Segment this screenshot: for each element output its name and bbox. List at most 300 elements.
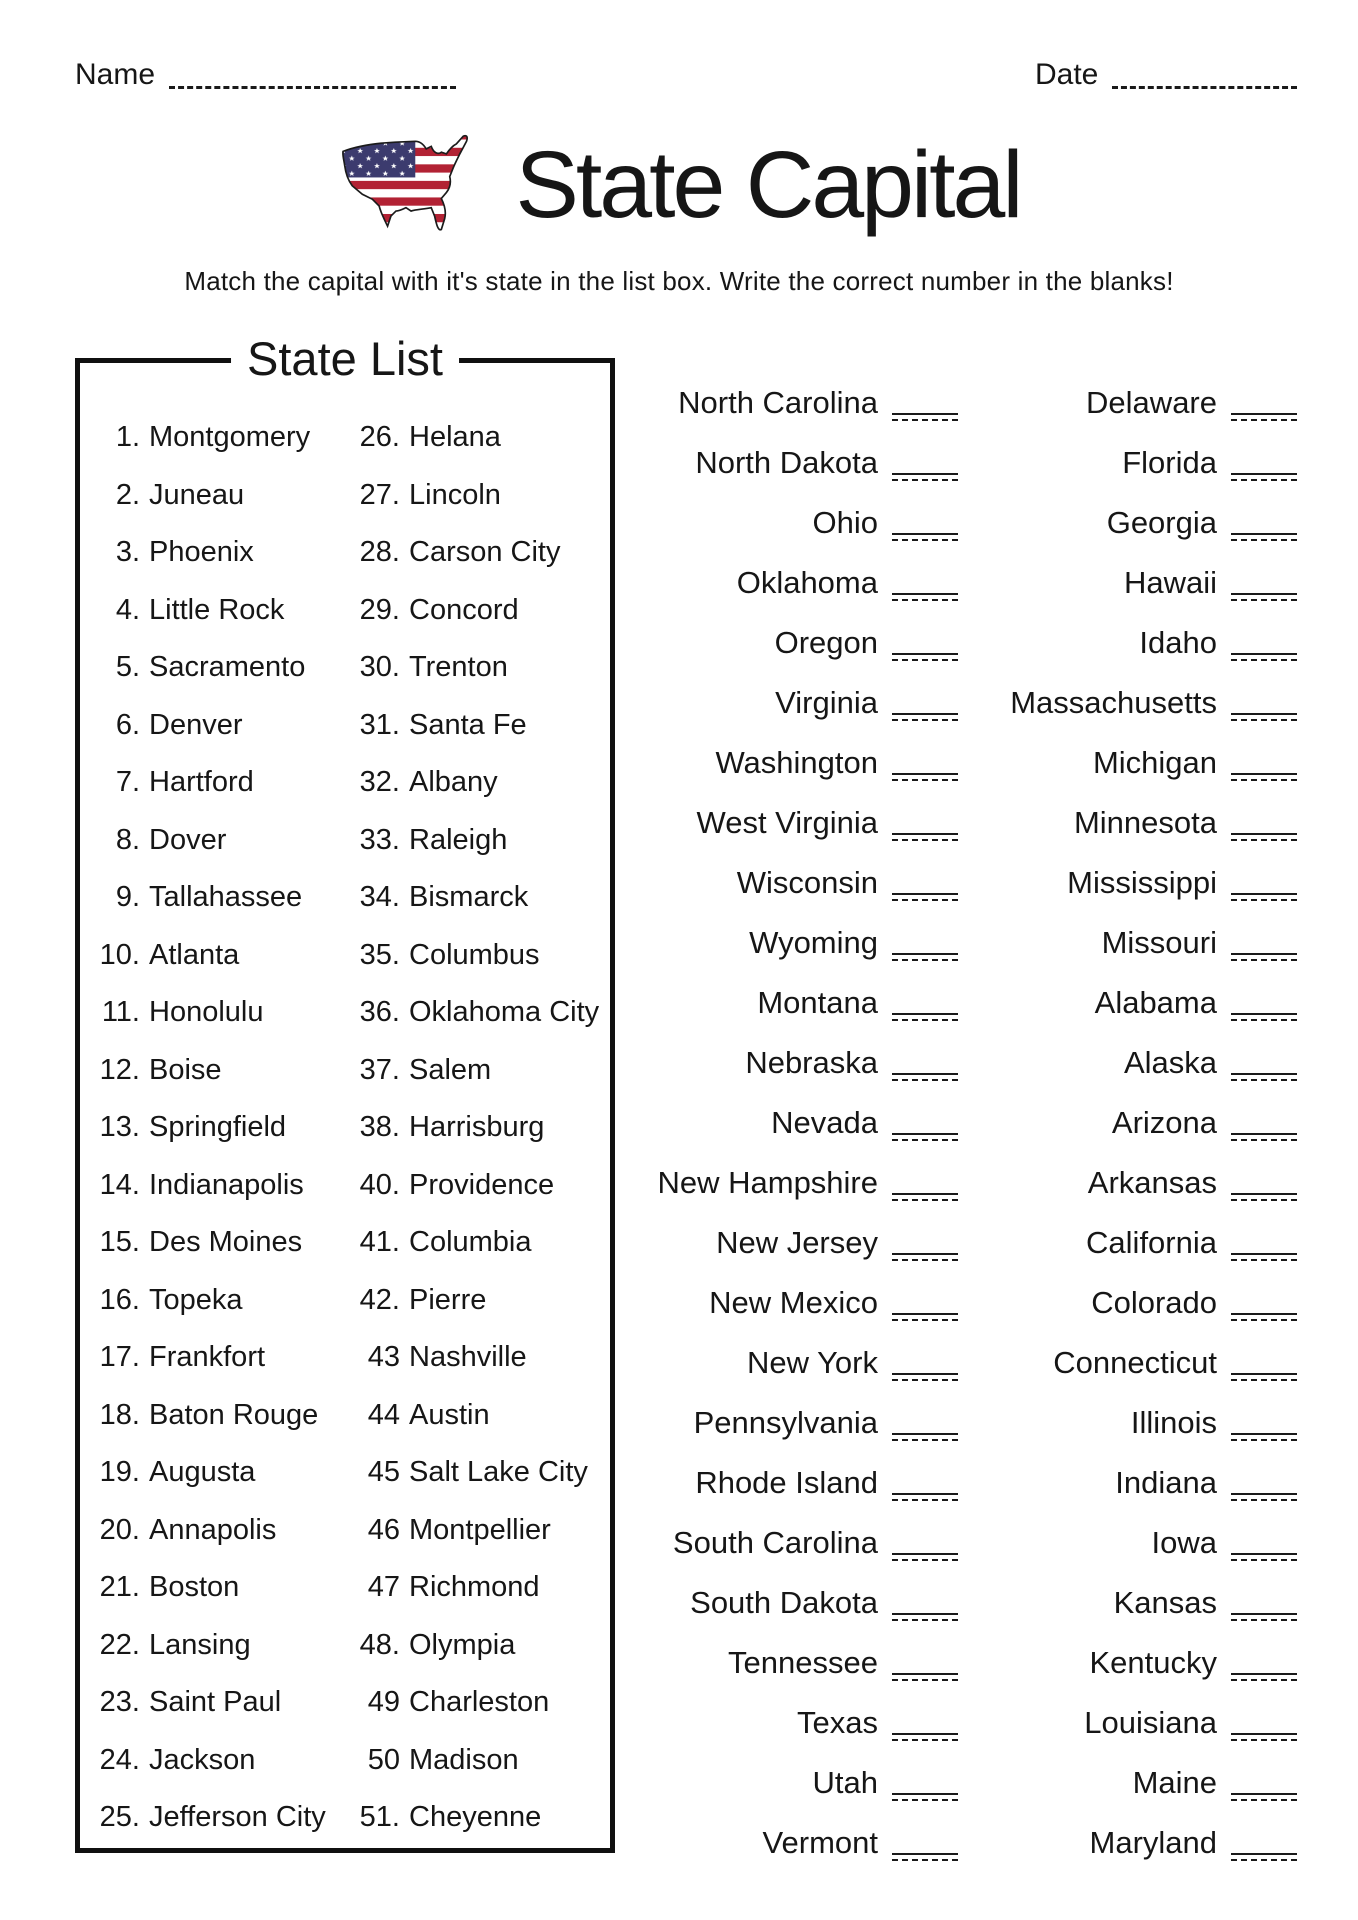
capital-list-item bbox=[346, 1674, 599, 1732]
answer-blank[interactable] bbox=[892, 653, 958, 661]
capital-name: Cheyenne bbox=[409, 1801, 542, 1834]
capital-name: Concord bbox=[409, 593, 519, 626]
capital-number: 9. bbox=[115, 881, 140, 914]
capital-name: Montpellier bbox=[409, 1513, 551, 1546]
state-match-row bbox=[640, 1573, 958, 1633]
state-match-row bbox=[985, 1153, 1297, 1213]
capital-number: 1. bbox=[115, 421, 140, 454]
state-label: Vermont bbox=[762, 1825, 878, 1860]
state-label: Montana bbox=[757, 985, 878, 1020]
state-match-row bbox=[640, 433, 958, 493]
capital-number: 28. bbox=[359, 536, 400, 569]
answer-blank[interactable] bbox=[892, 1673, 958, 1681]
capital-list-item bbox=[96, 1502, 326, 1560]
state-label: South Carolina bbox=[672, 1525, 878, 1560]
state-label: Michigan bbox=[1092, 745, 1217, 780]
state-label: California bbox=[1086, 1225, 1217, 1260]
state-label: South Dakota bbox=[690, 1585, 878, 1620]
capital-name: Lansing bbox=[149, 1628, 251, 1661]
state-match-row bbox=[640, 1093, 958, 1153]
capital-number: 34. bbox=[359, 881, 400, 914]
state-label: Delaware bbox=[1086, 385, 1217, 420]
capital-list-item bbox=[346, 1157, 599, 1215]
capital-number: 18. bbox=[99, 1398, 140, 1431]
answer-blank[interactable] bbox=[892, 1133, 958, 1141]
state-match-row bbox=[640, 1633, 958, 1693]
state-match-row bbox=[640, 1753, 958, 1813]
capital-number: 26. bbox=[359, 421, 400, 454]
state-label: Kansas bbox=[1113, 1585, 1217, 1620]
capital-name: Jefferson City bbox=[149, 1801, 326, 1834]
state-label: Alaska bbox=[1123, 1045, 1217, 1080]
state-label: Alabama bbox=[1094, 985, 1217, 1020]
state-match-row bbox=[640, 1453, 958, 1513]
state-label: Maryland bbox=[1089, 1825, 1217, 1860]
capital-name: Indianapolis bbox=[149, 1168, 304, 1201]
capital-list-item bbox=[346, 524, 599, 582]
state-label: Minnesota bbox=[1073, 805, 1217, 840]
state-label: North Dakota bbox=[695, 445, 878, 480]
capital-name: Springfield bbox=[149, 1111, 287, 1144]
capital-list-item bbox=[346, 1617, 599, 1675]
state-label: New York bbox=[747, 1345, 878, 1380]
state-match-row bbox=[640, 1273, 958, 1333]
capital-list-item bbox=[346, 697, 599, 755]
capital-list-item bbox=[346, 1329, 599, 1387]
state-label: Arizona bbox=[1111, 1105, 1217, 1140]
answer-blank[interactable] bbox=[892, 713, 958, 721]
state-label: Massachusetts bbox=[1010, 685, 1217, 720]
state-match-row bbox=[640, 793, 958, 853]
state-label: Wyoming bbox=[749, 925, 878, 960]
capital-number: 31. bbox=[359, 708, 400, 741]
answer-blank[interactable] bbox=[892, 1313, 958, 1321]
capital-list-item bbox=[96, 639, 326, 697]
capital-list-item bbox=[96, 582, 326, 640]
capital-list-item bbox=[346, 754, 599, 812]
capital-number: 17. bbox=[99, 1341, 140, 1374]
capital-number: 25. bbox=[99, 1801, 140, 1834]
capital-number: 35. bbox=[359, 938, 400, 971]
state-match-row bbox=[640, 553, 958, 613]
capital-list-item bbox=[96, 927, 326, 985]
title-row bbox=[0, 110, 1358, 260]
name-label: Name bbox=[75, 58, 156, 91]
state-label: Iowa bbox=[1151, 1525, 1217, 1560]
state-label: Louisiana bbox=[1084, 1705, 1217, 1740]
states-column-right bbox=[985, 373, 1297, 1873]
answer-blank[interactable] bbox=[1231, 473, 1297, 481]
state-match-row bbox=[640, 1033, 958, 1093]
state-label: Kentucky bbox=[1089, 1645, 1217, 1680]
capital-list-item bbox=[96, 524, 326, 582]
state-label: Texas bbox=[797, 1705, 878, 1740]
state-label: Oregon bbox=[774, 625, 878, 660]
answer-blank[interactable] bbox=[1231, 1013, 1297, 1021]
answer-blank[interactable] bbox=[892, 773, 958, 781]
capital-name: Salt Lake City bbox=[409, 1456, 588, 1489]
capital-number: 27. bbox=[359, 478, 400, 511]
capital-name: Boise bbox=[149, 1053, 222, 1086]
capital-number: 45 bbox=[367, 1456, 400, 1489]
capital-number: 29. bbox=[359, 593, 400, 626]
answer-blank[interactable] bbox=[1231, 953, 1297, 961]
state-label: Pennsylvania bbox=[693, 1405, 878, 1440]
state-label: New Hampshire bbox=[657, 1165, 878, 1200]
answer-blank[interactable] bbox=[892, 593, 958, 601]
us-flag-map-icon bbox=[338, 131, 506, 239]
state-label: Rhode Island bbox=[695, 1465, 878, 1500]
capital-list-item bbox=[96, 1214, 326, 1272]
capital-name: Richmond bbox=[409, 1571, 540, 1604]
state-label: New Mexico bbox=[709, 1285, 878, 1320]
answer-blank[interactable] bbox=[892, 1733, 958, 1741]
answer-blank[interactable] bbox=[892, 1373, 958, 1381]
capital-list-item bbox=[346, 869, 599, 927]
state-label: Idaho bbox=[1139, 625, 1217, 660]
state-match-row bbox=[985, 793, 1297, 853]
state-match-row bbox=[640, 973, 958, 1033]
capital-list-item bbox=[346, 409, 599, 467]
page-title: State Capital bbox=[515, 131, 1021, 238]
answer-blank[interactable] bbox=[1231, 1373, 1297, 1381]
answer-blank[interactable] bbox=[892, 1493, 958, 1501]
state-label: Illinois bbox=[1130, 1405, 1217, 1440]
capital-number: 49 bbox=[367, 1686, 400, 1719]
capital-number: 40. bbox=[359, 1168, 400, 1201]
capital-list-item bbox=[96, 1329, 326, 1387]
answer-blank[interactable] bbox=[892, 1553, 958, 1561]
answer-blank[interactable] bbox=[892, 893, 958, 901]
state-label: Florida bbox=[1122, 445, 1217, 480]
answer-blank[interactable] bbox=[892, 473, 958, 481]
answer-blank[interactable] bbox=[1231, 593, 1297, 601]
answer-blank[interactable] bbox=[892, 1193, 958, 1201]
answer-blank[interactable] bbox=[892, 1793, 958, 1801]
state-label: Indiana bbox=[1115, 1465, 1217, 1500]
state-match-row bbox=[985, 1753, 1297, 1813]
capital-name: Columbus bbox=[409, 938, 540, 971]
answer-blank[interactable] bbox=[1231, 1553, 1297, 1561]
capital-list-item bbox=[96, 1387, 326, 1445]
answer-blank[interactable] bbox=[892, 1613, 958, 1621]
capital-number: 20. bbox=[99, 1513, 140, 1546]
state-label: Ohio bbox=[812, 505, 878, 540]
answer-blank[interactable] bbox=[1231, 1313, 1297, 1321]
answer-blank[interactable] bbox=[1231, 1613, 1297, 1621]
capital-name: Phoenix bbox=[149, 536, 254, 569]
capital-list-column-1 bbox=[96, 409, 326, 1847]
capital-list-item bbox=[96, 1732, 326, 1790]
answer-blank[interactable] bbox=[1231, 1193, 1297, 1201]
capital-number: 14. bbox=[99, 1168, 140, 1201]
capital-number: 7. bbox=[115, 766, 140, 799]
state-label: Tennessee bbox=[728, 1645, 878, 1680]
state-match-row bbox=[640, 1393, 958, 1453]
state-match-row bbox=[640, 1333, 958, 1393]
capital-name: Carson City bbox=[409, 536, 561, 569]
capital-list-item bbox=[96, 1559, 326, 1617]
capital-list-item bbox=[346, 582, 599, 640]
capital-name: Denver bbox=[149, 708, 243, 741]
capital-number: 24. bbox=[99, 1743, 140, 1776]
capital-name: Boston bbox=[149, 1571, 240, 1604]
state-label: New Jersey bbox=[716, 1225, 878, 1260]
capital-number: 43 bbox=[367, 1341, 400, 1374]
capital-number: 15. bbox=[99, 1226, 140, 1259]
state-match-row bbox=[985, 973, 1297, 1033]
state-label: Hawaii bbox=[1123, 565, 1217, 600]
capital-name: Santa Fe bbox=[409, 708, 527, 741]
capital-list-item bbox=[346, 1444, 599, 1502]
answer-blank[interactable] bbox=[1231, 413, 1297, 421]
state-match-row bbox=[985, 673, 1297, 733]
capital-name: Honolulu bbox=[149, 996, 264, 1029]
capital-name: Jackson bbox=[149, 1743, 256, 1776]
capital-list-item bbox=[346, 639, 599, 697]
state-label: North Carolina bbox=[678, 385, 878, 420]
state-match-row bbox=[985, 1573, 1297, 1633]
capital-list-item bbox=[96, 1617, 326, 1675]
answer-blank[interactable] bbox=[1231, 833, 1297, 841]
capital-list-item bbox=[346, 1732, 599, 1790]
answer-blank[interactable] bbox=[892, 533, 958, 541]
state-match-row bbox=[640, 1213, 958, 1273]
answer-blank[interactable] bbox=[1231, 1433, 1297, 1441]
answer-blank[interactable] bbox=[892, 833, 958, 841]
state-match-row bbox=[985, 553, 1297, 613]
capital-name: Augusta bbox=[149, 1456, 256, 1489]
capital-list-item bbox=[96, 467, 326, 525]
capital-name: Raleigh bbox=[409, 823, 508, 856]
capital-number: 44 bbox=[367, 1398, 400, 1431]
answer-blank[interactable] bbox=[1231, 893, 1297, 901]
answer-blank[interactable] bbox=[892, 1433, 958, 1441]
capital-number: 3. bbox=[115, 536, 140, 569]
state-match-row bbox=[640, 1153, 958, 1213]
capital-name: Des Moines bbox=[149, 1226, 303, 1259]
state-match-row bbox=[640, 613, 958, 673]
date-field bbox=[1035, 60, 1297, 90]
capital-list-item bbox=[96, 1674, 326, 1732]
answer-blank[interactable] bbox=[1231, 1253, 1297, 1261]
answer-blank[interactable] bbox=[1231, 533, 1297, 541]
capital-list-item bbox=[346, 1789, 599, 1847]
state-match-row bbox=[640, 493, 958, 553]
state-list-title: State List bbox=[231, 327, 459, 391]
state-match-row bbox=[640, 853, 958, 913]
capital-number: 4. bbox=[115, 593, 140, 626]
capital-number: 41. bbox=[359, 1226, 400, 1259]
capital-list-item bbox=[96, 409, 326, 467]
answer-blank[interactable] bbox=[1231, 773, 1297, 781]
capital-list-item bbox=[346, 1099, 599, 1157]
capital-list-item bbox=[96, 1099, 326, 1157]
state-match-row bbox=[640, 673, 958, 733]
capital-name: Little Rock bbox=[149, 593, 285, 626]
state-match-row bbox=[985, 433, 1297, 493]
capital-name: Albany bbox=[409, 766, 498, 799]
capital-number: 30. bbox=[359, 651, 400, 684]
capital-list-item bbox=[96, 1157, 326, 1215]
capital-name: Trenton bbox=[409, 651, 508, 684]
capital-name: Dover bbox=[149, 823, 227, 856]
capital-list-column-2 bbox=[346, 409, 599, 1847]
state-label: Mississippi bbox=[1067, 865, 1217, 900]
capital-number: 12. bbox=[99, 1053, 140, 1086]
state-label: Oklahoma bbox=[736, 565, 878, 600]
state-match-row bbox=[640, 373, 958, 433]
capital-name: Salem bbox=[409, 1053, 492, 1086]
capital-name: Harrisburg bbox=[409, 1111, 545, 1144]
capital-number: 5. bbox=[115, 651, 140, 684]
name-field bbox=[75, 60, 456, 90]
capital-list-item bbox=[96, 869, 326, 927]
answer-blank[interactable] bbox=[892, 413, 958, 421]
capital-number: 38. bbox=[359, 1111, 400, 1144]
capital-name: Lincoln bbox=[409, 478, 501, 511]
capital-list-item bbox=[346, 1502, 599, 1560]
states-column-middle bbox=[640, 373, 958, 1873]
capital-name: Olympia bbox=[409, 1628, 516, 1661]
state-label: Wisconsin bbox=[736, 865, 878, 900]
capital-name: Atlanta bbox=[149, 938, 240, 971]
capital-name: Saint Paul bbox=[149, 1686, 282, 1719]
capital-name: Sacramento bbox=[149, 651, 306, 684]
capital-name: Frankfort bbox=[149, 1341, 266, 1374]
capital-number: 50 bbox=[367, 1743, 400, 1776]
capital-list-item bbox=[96, 984, 326, 1042]
capital-name: Pierre bbox=[409, 1283, 487, 1316]
capital-list-item bbox=[96, 1444, 326, 1502]
capital-number: 2. bbox=[115, 478, 140, 511]
capital-name: Bismarck bbox=[409, 881, 529, 914]
state-match-row bbox=[985, 1333, 1297, 1393]
answer-blank[interactable] bbox=[1231, 1493, 1297, 1501]
state-match-row bbox=[985, 1273, 1297, 1333]
capital-name: Baton Rouge bbox=[149, 1398, 319, 1431]
capital-number: 21. bbox=[99, 1571, 140, 1604]
answer-blank[interactable] bbox=[1231, 713, 1297, 721]
capital-list-item bbox=[96, 1042, 326, 1100]
capital-number: 42. bbox=[359, 1283, 400, 1316]
capital-number: 51. bbox=[359, 1801, 400, 1834]
state-match-row bbox=[985, 913, 1297, 973]
capital-number: 16. bbox=[99, 1283, 140, 1316]
state-label: Missouri bbox=[1101, 925, 1217, 960]
answer-blank[interactable] bbox=[1231, 653, 1297, 661]
capital-name: Hartford bbox=[149, 766, 254, 799]
capital-number: 6. bbox=[115, 708, 140, 741]
state-match-row bbox=[640, 1693, 958, 1753]
answer-blank[interactable] bbox=[1231, 1853, 1297, 1861]
capital-number: 22. bbox=[99, 1628, 140, 1661]
capital-number: 23. bbox=[99, 1686, 140, 1719]
capital-name: Annapolis bbox=[149, 1513, 277, 1546]
capital-name: Juneau bbox=[149, 478, 245, 511]
state-match-row bbox=[985, 1813, 1297, 1873]
answer-blank[interactable] bbox=[892, 1253, 958, 1261]
capital-name: Columbia bbox=[409, 1226, 532, 1259]
state-match-row bbox=[985, 1393, 1297, 1453]
answer-blank[interactable] bbox=[1231, 1073, 1297, 1081]
capital-name: Oklahoma City bbox=[409, 996, 600, 1029]
state-match-row bbox=[985, 1693, 1297, 1753]
capital-number: 8. bbox=[115, 823, 140, 856]
capital-number: 33. bbox=[359, 823, 400, 856]
capital-list-item bbox=[96, 697, 326, 755]
answer-blank[interactable] bbox=[892, 953, 958, 961]
capital-name: Providence bbox=[409, 1168, 555, 1201]
capital-name: Madison bbox=[409, 1743, 519, 1776]
capital-list-item bbox=[346, 812, 599, 870]
capital-list-item bbox=[346, 1214, 599, 1272]
capital-number: 48. bbox=[359, 1628, 400, 1661]
capital-name: Nashville bbox=[409, 1341, 527, 1374]
state-match-row bbox=[640, 913, 958, 973]
answer-blank[interactable] bbox=[892, 1073, 958, 1081]
capital-list-item bbox=[346, 467, 599, 525]
capital-list-item bbox=[96, 1789, 326, 1847]
state-label: Utah bbox=[812, 1765, 878, 1800]
state-match-row bbox=[985, 613, 1297, 673]
capital-name: Montgomery bbox=[149, 421, 311, 454]
capital-number: 11. bbox=[101, 996, 140, 1029]
state-match-row bbox=[985, 1633, 1297, 1693]
answer-blank[interactable] bbox=[1231, 1673, 1297, 1681]
state-label: Nevada bbox=[771, 1105, 878, 1140]
state-match-row bbox=[640, 1513, 958, 1573]
state-match-row bbox=[640, 1813, 958, 1873]
state-label: Arkansas bbox=[1087, 1165, 1217, 1200]
state-label: Maine bbox=[1132, 1765, 1217, 1800]
state-label: Washington bbox=[715, 745, 878, 780]
instruction-text: Match the capital with it's state in the list box. Write the correct number in the blanks! bbox=[184, 266, 1174, 296]
state-match-row bbox=[985, 1033, 1297, 1093]
state-label: Nebraska bbox=[745, 1045, 878, 1080]
state-label: Georgia bbox=[1106, 505, 1217, 540]
capital-list-item bbox=[96, 1272, 326, 1330]
state-label: Colorado bbox=[1091, 1285, 1217, 1320]
capital-number: 13. bbox=[99, 1111, 140, 1144]
capital-list-item bbox=[96, 812, 326, 870]
state-match-row bbox=[985, 1453, 1297, 1513]
answer-blank[interactable] bbox=[1231, 1733, 1297, 1741]
answer-blank[interactable] bbox=[1231, 1133, 1297, 1141]
date-input-line[interactable] bbox=[1112, 66, 1297, 89]
answer-blank[interactable] bbox=[892, 1013, 958, 1021]
state-label: Virginia bbox=[775, 685, 878, 720]
state-match-row bbox=[985, 1513, 1297, 1573]
capital-list-item bbox=[346, 1559, 599, 1617]
name-input-line[interactable] bbox=[169, 66, 456, 89]
capital-number: 36. bbox=[359, 996, 400, 1029]
capital-number: 37. bbox=[359, 1053, 400, 1086]
date-label: Date bbox=[1035, 58, 1099, 91]
capital-list-item bbox=[346, 984, 599, 1042]
capital-name: Charleston bbox=[409, 1686, 550, 1719]
state-match-row bbox=[985, 373, 1297, 433]
capital-number: 19. bbox=[99, 1456, 140, 1489]
state-match-row bbox=[985, 1213, 1297, 1273]
capital-number: 10. bbox=[99, 938, 140, 971]
answer-blank[interactable] bbox=[1231, 1793, 1297, 1801]
answer-blank[interactable] bbox=[892, 1853, 958, 1861]
capital-list-item bbox=[346, 1042, 599, 1100]
state-match-row bbox=[985, 853, 1297, 913]
state-match-row bbox=[640, 733, 958, 793]
capital-number: 32. bbox=[359, 766, 400, 799]
